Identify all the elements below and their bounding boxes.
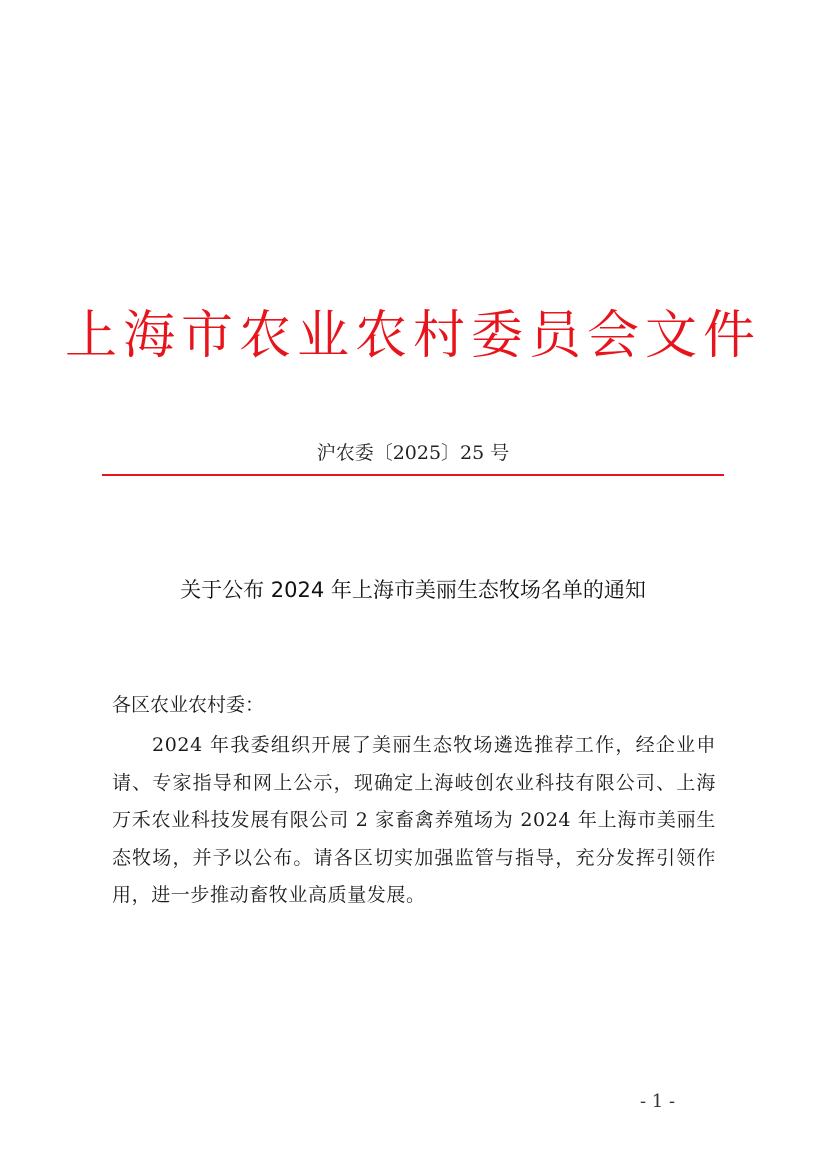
masthead-title: 上海市农业农村委员会文件 — [64, 306, 761, 366]
salutation: 各区农业农村委： — [112, 694, 265, 716]
body-paragraph: 2024 年我委组织开展了美丽生态牧场遴选推荐工作，经企业申请、专家指导和网上公示，现确定上海岐创农业科技有限公司、上海万禾农业科技发展有限公司 2 家畜禽养殖场为 2024 年上海市美丽生态牧场，并予以公布。请各区切实加强监管与指导，充分发挥引领作用，进一步推动畜牧业高质量发展。 — [112, 734, 716, 906]
document-number: 沪农委〔2025〕25 号 — [316, 442, 510, 464]
document-title: 关于公布 2024 年上海市美丽生态牧场名单的通知 — [180, 578, 646, 602]
page-number: - 1 - — [640, 1091, 676, 1112]
red-divider-line — [102, 474, 724, 476]
